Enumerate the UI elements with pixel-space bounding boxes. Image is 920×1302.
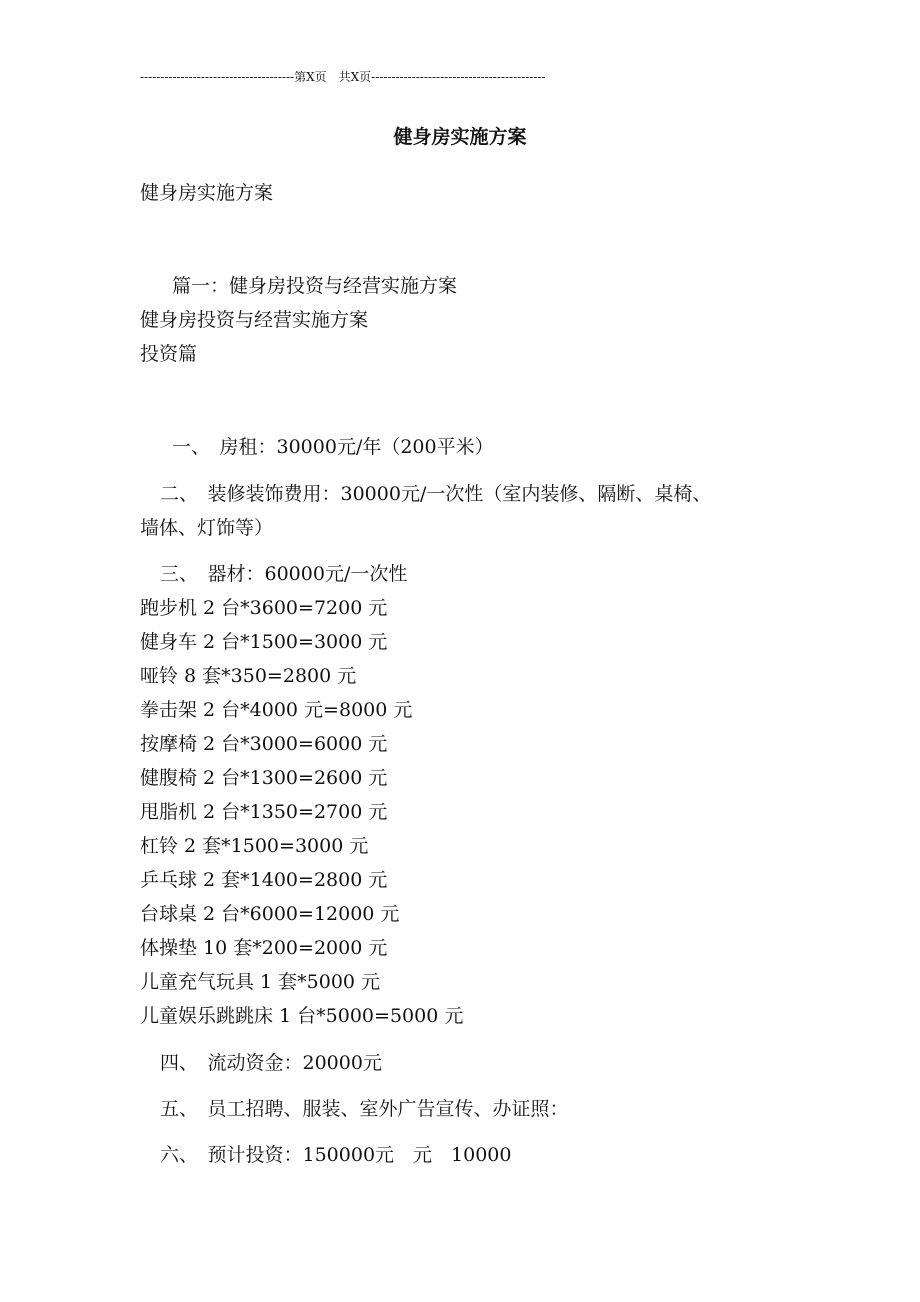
section-title: 投资篇 — [140, 343, 198, 365]
chapter-heading: 篇一：健身房投资与经营实施方案 — [172, 275, 458, 297]
item-working-capital: 四、 流动资金：20000元 — [160, 1052, 382, 1074]
equipment-line: 拳击架 2 台*4000 元=8000 元 — [140, 699, 413, 721]
item-decoration: 二、 装修装饰费用：30000元/一次性（室内装修、隔断、桌椅、 — [160, 483, 712, 505]
equipment-line: 按摩椅 2 台*3000=6000 元 — [140, 733, 388, 755]
equipment-line: 健腹椅 2 台*1300=2600 元 — [140, 767, 388, 789]
equipment-line: 儿童娱乐跳跳床 1 台*5000=5000 元 — [140, 1005, 464, 1027]
subtitle: 健身房实施方案 — [140, 182, 274, 204]
equipment-line: 乒乓球 2 套*1400=2800 元 — [140, 869, 388, 891]
item-equipment: 三、 器材：60000元/一次性 — [160, 563, 408, 585]
item-total-investment: 六、 预计投资：150000元 元 10000 — [160, 1144, 512, 1166]
page-header: --------------------------------------第X页 共X页------------------------------------------- — [140, 70, 546, 84]
item-staff: 五、 员工招聘、服装、室外广告宣传、办证照： — [160, 1098, 569, 1120]
equipment-line: 儿童充气玩具 1 套*5000 元 — [140, 971, 381, 993]
equipment-line: 体操垫 10 套*200=2000 元 — [140, 937, 388, 959]
equipment-line: 跑步机 2 台*3600=7200 元 — [140, 597, 388, 619]
equipment-line: 甩脂机 2 台*1350=2700 元 — [140, 801, 388, 823]
equipment-line: 杠铃 2 套*1500=3000 元 — [140, 835, 369, 857]
equipment-line: 健身车 2 台*1500=3000 元 — [140, 631, 388, 653]
document-title: 健身房实施方案 — [393, 126, 527, 148]
chapter-title: 健身房投资与经营实施方案 — [140, 309, 369, 331]
item-rent: 一、 房租：30000元/年（200平米） — [172, 436, 494, 458]
equipment-line: 哑铃 8 套*350=2800 元 — [140, 665, 357, 687]
equipment-line: 台球桌 2 台*6000=12000 元 — [140, 903, 400, 925]
item-decoration-cont: 墙体、灯饰等） — [140, 517, 274, 539]
